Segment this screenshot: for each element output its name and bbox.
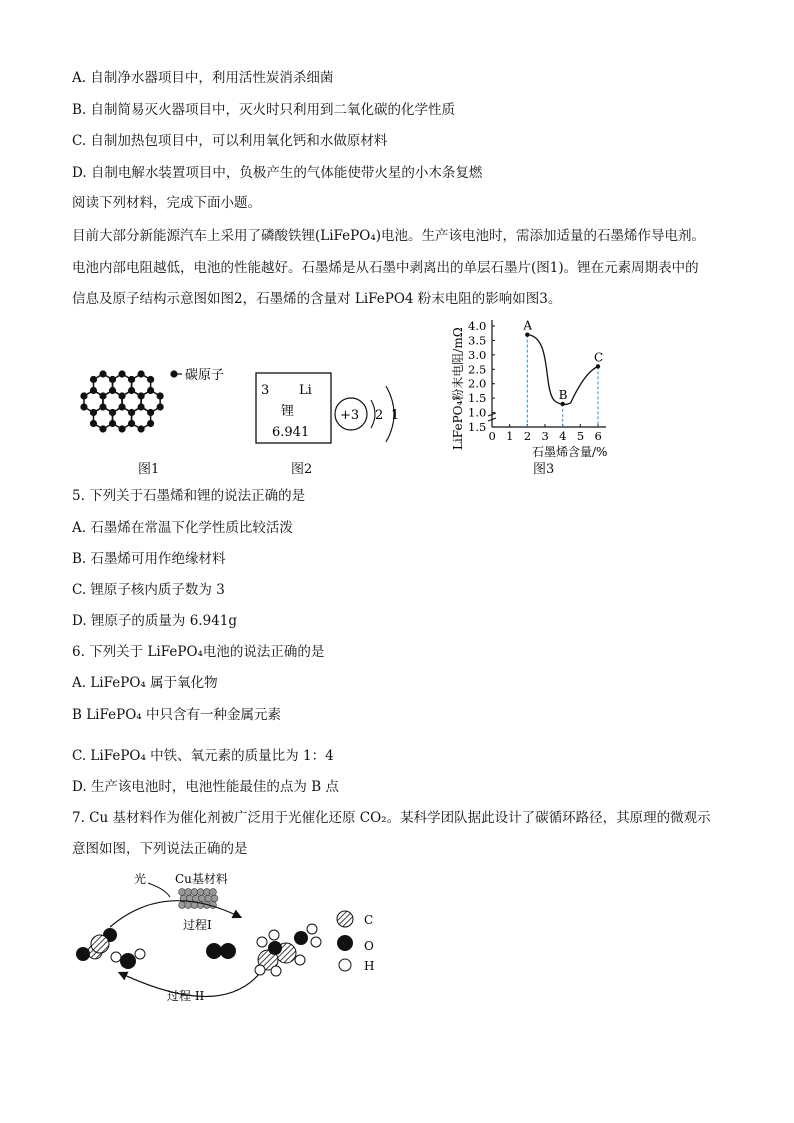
element-symbol: Li [299,383,312,398]
y-tick-label: 2.5 [468,362,487,377]
carbon-atom-icon [138,425,145,432]
legend-hydrogen-label: H [364,959,375,973]
legend-oxygen-icon [337,935,353,951]
carbon-atom-icon [80,403,87,410]
q6-option-c: C. LiFePO₄ 中铁、氧元素的质量比为 1：4 [72,748,334,764]
q6-option-a: A. LiFePO₄ 属于氧化物 [72,675,218,691]
oxygen-atom-icon [120,953,136,969]
carbon-atom-icon [109,420,116,427]
fig3-caption: 图3 [533,462,555,477]
resistance-chart [450,310,640,462]
point-label: B [558,387,568,402]
y-tick-label: 1.5 [468,391,487,406]
atomic-number: 3 [261,383,270,398]
carbon-atom-icon [99,370,106,377]
y-tick-label: 4.0 [468,319,487,333]
y-tick-label: 3.5 [468,333,487,348]
option-c: C. 自制加热包项目中，可以利用氧化钙和水做原材料 [72,133,388,149]
reading-intro: 阅读下列材料，完成下面小题。 [72,195,261,211]
passage-line-1: 目前大部分新能源汽车上采用了磷酸铁锂(LiFePO₄)电池。生产该电池时，需添加适量的石墨烯作导电剂。 [72,228,705,244]
hydrogen-atom-icon [311,937,321,947]
hydrogen-atom-icon [307,924,317,934]
carbon-atom-icon [90,409,97,416]
oxygen-atom-icon [268,941,282,955]
carbon-atom-icon [128,420,135,427]
option-d: D. 自制电解水装置项目中，负极产生的气体能使带火星的小木条复燃 [72,165,483,181]
oxygen-atom-icon [76,947,90,961]
process-1-label: 过程I [183,918,212,932]
carbon-atom-icon [99,392,106,399]
carbon-atom-icon [147,387,154,394]
x-tick-label: 3 [541,429,549,443]
element-name: 锂 [281,404,295,419]
fig1-caption: 图1 [138,462,160,477]
carbon-atom-icon [118,392,125,399]
hydrogen-atom-icon [295,955,305,965]
carbon-atom-icon [91,935,109,953]
q6-option-b: B LiFePO₄ 中只含有一种金属元素 [72,707,281,723]
carbon-atom-icon [157,403,164,410]
carbon-atom-icon [80,392,87,399]
nucleus-charge: +3 [340,408,360,423]
carbon-atom-icon [118,403,125,410]
carbon-cycle-diagram [70,865,410,1020]
q5-stem: 5. 下列关于石墨烯和锂的说法正确的是 [72,488,306,504]
hydrogen-atom-icon [269,930,279,940]
x-axis-label: 石墨烯含量/% [532,445,608,459]
carbon-atom-icon [99,403,106,410]
carbon-atom-icon [128,387,135,394]
data-point-c [596,364,600,368]
carbon-atom-icon [138,403,145,410]
x-tick-label: 5 [576,429,585,443]
carbon-atom-icon [109,376,116,383]
y-tick-label: 1.0 [468,405,487,420]
light-label: 光 [134,872,147,886]
carbon-atom-icon [157,392,164,399]
legend-carbon-label: C [364,913,374,927]
y-tick-label: 1.5 [468,420,487,434]
carbon-atom-icon [147,376,154,383]
legend-hydrogen-icon [339,959,351,971]
y-axis-label: LiFePO₄粉末电阻/mΩ [451,327,465,450]
carbon-atom-icon [138,392,145,399]
x-tick-label: 0 [488,429,496,443]
y-tick-label: 3.0 [468,347,487,362]
q5-option-b: B. 石墨烯可用作绝缘材料 [72,551,226,567]
graphene-figure [70,360,250,450]
hydrogen-atom-icon [257,937,267,947]
q7-stem-line-2: 意图如图，下列说法正确的是 [72,841,248,857]
carbon-atom-icon [90,387,97,394]
shell-1-electrons: 2 [375,408,384,423]
hydrogen-atom-icon [135,949,145,959]
y-tick-label: 2.0 [468,376,487,391]
carbon-atom-icon [147,409,154,416]
option-a: A. 自制净水器项目中，利用活性炭消杀细菌 [72,70,334,86]
carbon-atom-icon [109,409,116,416]
x-tick-label: 1 [506,429,514,443]
carbon-atom-icon [90,420,97,427]
point-label: A [523,318,533,333]
q6-option-d: D. 生产该电池时，电池性能最佳的点为 B 点 [72,779,339,795]
carbon-atom-icon [118,370,125,377]
carbon-atom-icon [90,376,97,383]
oxygen-atom-icon [294,931,308,945]
oxygen-atom-icon [206,943,222,959]
carbon-atom-icon [138,370,145,377]
q5-option-d: D. 锂原子的质量为 6.941g [72,613,238,629]
q7-stem-line-1: 7. Cu 基材料作为催化剂被广泛用于光催化还原 CO₂。某科学团队据此设计了碳循环路径，其原理的微观示 [72,810,711,826]
x-tick-label: 4 [559,429,567,443]
hydrogen-atom-icon [271,966,281,976]
hydrogen-atom-icon [111,952,121,962]
fig2-caption: 图2 [291,462,313,477]
carbon-atom-icon [118,425,125,432]
legend-carbon-icon [337,911,353,927]
carbon-atom-label: 碳原子 [185,368,225,383]
point-label: C [594,350,604,365]
catalyst-label: Cu基材料 [175,872,228,886]
carbon-atom-icon [128,409,135,416]
x-tick-label: 2 [523,429,532,443]
shell-2-electrons: 1 [391,408,400,423]
carbon-atom-icon [109,387,116,394]
data-point-b [560,402,564,406]
passage-line-3: 信息及原子结构示意图如图2，石墨烯的含量对 LiFePO4 粉末电阻的影响如图3。 [72,291,562,307]
atomic-mass: 6.941 [272,425,310,440]
process-2-label: 过程 II [167,989,205,1003]
lithium-figure [255,372,415,447]
carbon-atom-icon [99,425,106,432]
oxygen-atom-icon [220,943,236,959]
legend-oxygen-label: O [364,939,374,953]
carbon-atom-icon [147,420,154,427]
q5-option-c: C. 锂原子核内质子数为 3 [72,582,225,598]
data-point-a [525,332,529,336]
option-b: B. 自制简易灭火器项目中，灭火时只利用到二氧化碳的化学性质 [72,102,456,118]
q6-stem: 6. 下列关于 LiFePO₄电池的说法正确的是 [72,644,325,660]
hydrogen-atom-icon [255,965,265,975]
q5-option-a: A. 石墨烯在常温下化学性质比较活泼 [72,520,293,536]
carbon-atom-icon [128,376,135,383]
x-tick-label: 6 [594,429,602,443]
passage-line-2: 电池内部电阻越低，电池的性能越好。石墨烯是从石墨中剥离出的单层石墨片(图1)。锂在元素周期表中的 [72,260,699,276]
